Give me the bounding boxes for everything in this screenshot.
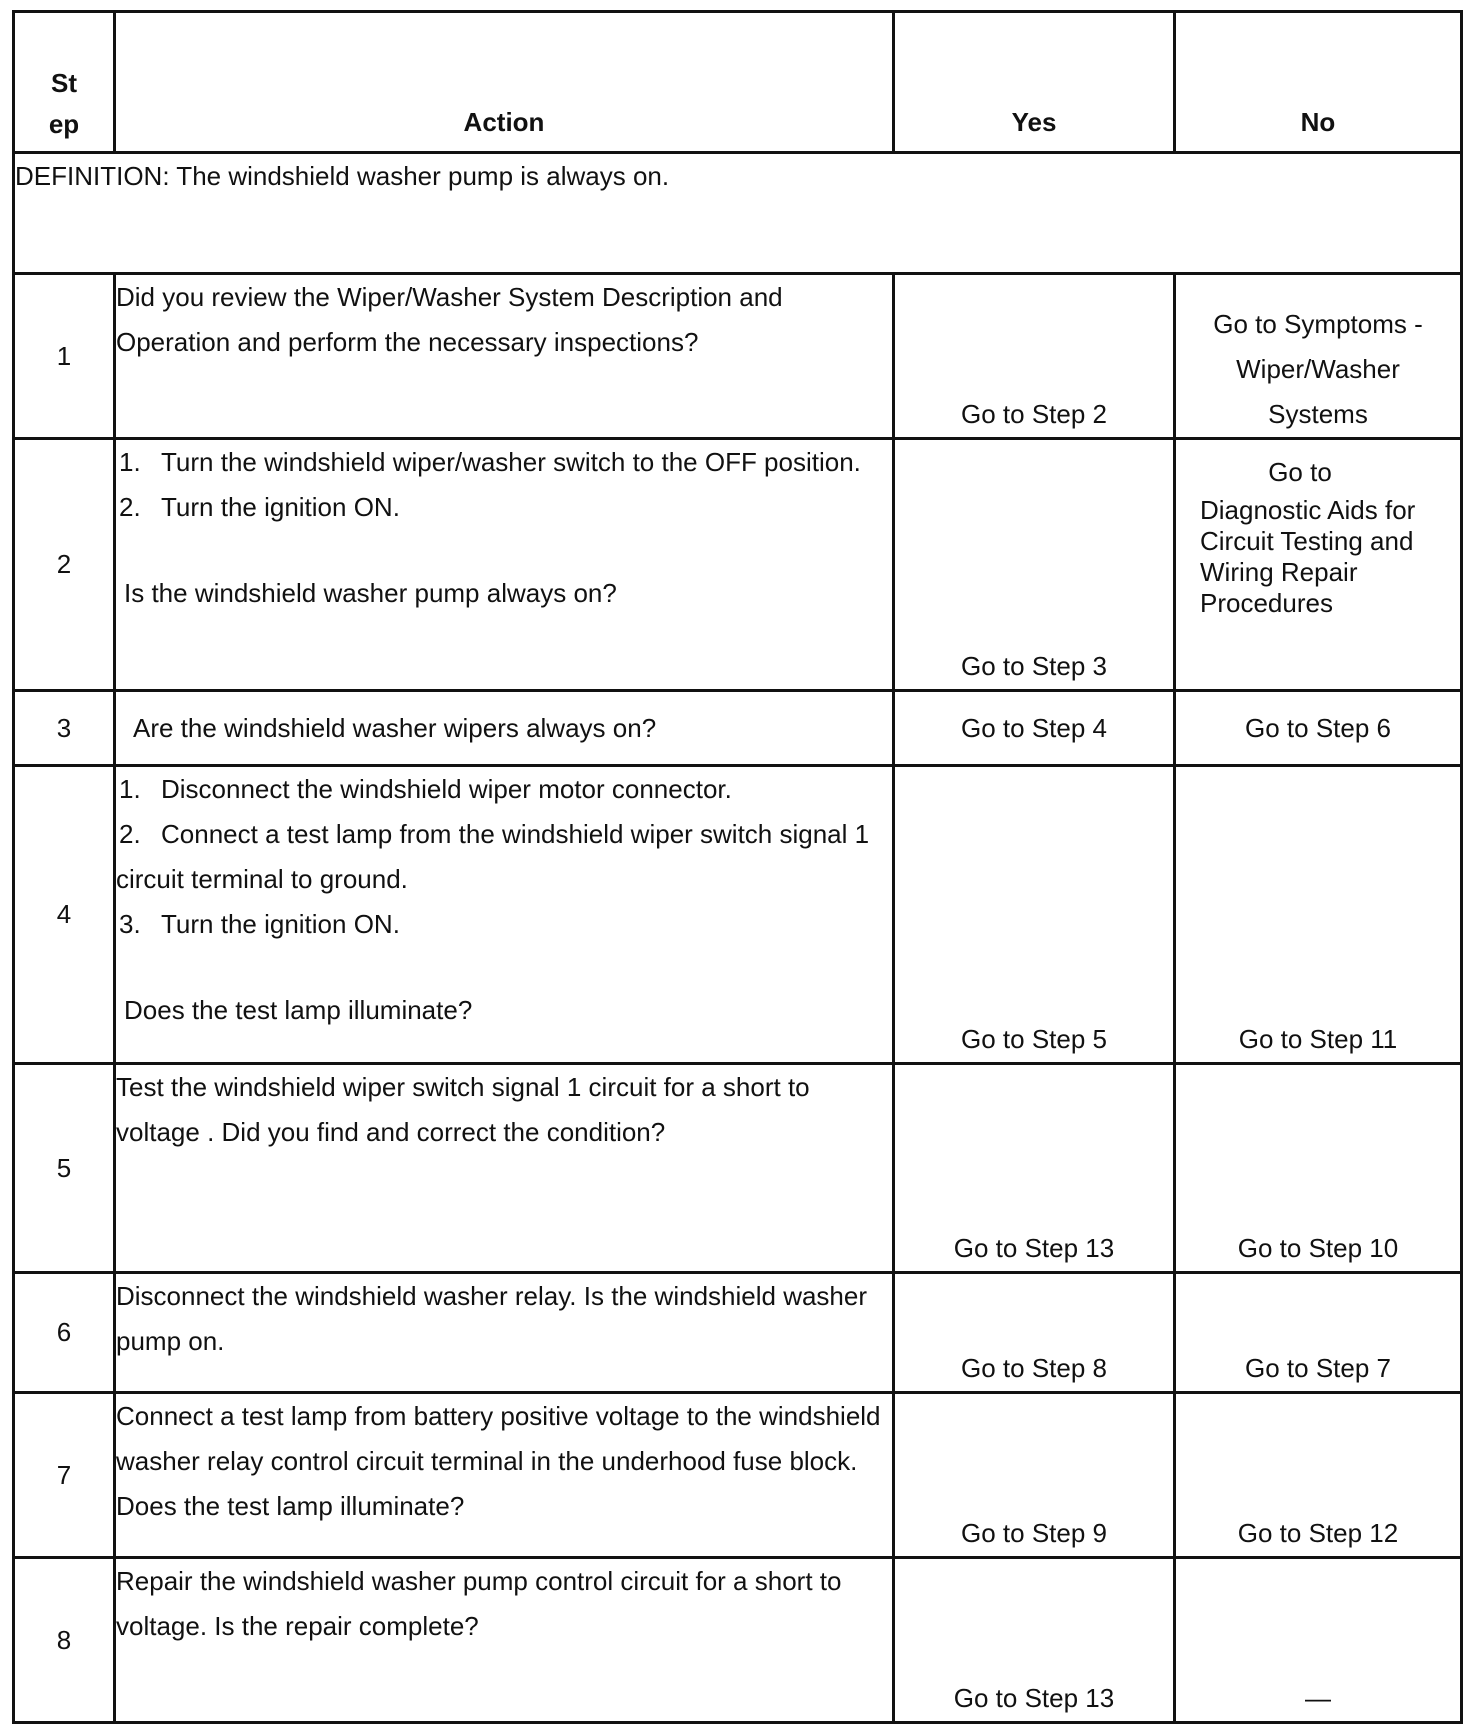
item-number: 2.: [119, 492, 141, 522]
action-text: Are the windshield washer wipers always on?: [115, 691, 894, 766]
action-text: Disconnect the windshield washer relay. Is the windshield washer pump on.: [115, 1273, 894, 1393]
item-text: Turn the ignition ON.: [161, 909, 400, 939]
action-item: [116, 767, 892, 812]
item-text: Disconnect the windshield wiper motor connector.: [161, 774, 732, 804]
yes-result: Go to Step 9: [894, 1393, 1175, 1558]
no-result-text: Diagnostic Aids for Circuit Testing and Wiring Repair Procedures: [1200, 495, 1416, 618]
step-number: 7: [14, 1393, 115, 1558]
yes-result: Go to Step 13: [894, 1064, 1175, 1273]
action-item: [116, 485, 892, 530]
step-number: 3: [14, 691, 115, 766]
action-item: [116, 440, 892, 485]
table-row: [14, 439, 1462, 691]
no-result: —: [1175, 1558, 1462, 1723]
action-item: [116, 902, 892, 947]
no-result: [1175, 439, 1462, 691]
no-result: Go to Step 7: [1175, 1273, 1462, 1393]
step-number: 1: [14, 274, 115, 439]
item-number: 3.: [119, 909, 141, 939]
action-cell: [115, 766, 894, 1064]
step-number: 2: [14, 439, 115, 691]
yes-result: Go to Step 2: [894, 274, 1175, 439]
action-cell: [115, 439, 894, 691]
action-question: Does the test lamp illuminate?: [124, 995, 473, 1025]
definition-row: [14, 153, 1462, 274]
item-number: 2.: [119, 819, 141, 849]
item-number: 1.: [119, 774, 141, 804]
table-row: [14, 1393, 1462, 1558]
table-row: [14, 766, 1462, 1064]
action-text: Did you review the Wiper/Washer System Description and Operation and perform the necessary inspections?: [115, 274, 894, 439]
table-row: [14, 1273, 1462, 1393]
item-text: Connect a test lamp from the windshield wiper switch signal 1 circuit terminal to ground.: [116, 819, 870, 894]
table-row: [14, 1064, 1462, 1273]
action-item: [116, 812, 892, 902]
no-result: Go to Symptoms - Wiper/Washer Systems: [1175, 274, 1462, 439]
header-no: No: [1175, 12, 1462, 153]
no-result: Go to Step 11: [1175, 766, 1462, 1064]
table-row: [14, 691, 1462, 766]
no-result: Go to Step 12: [1175, 1393, 1462, 1558]
action-text: Test the windshield wiper switch signal 1 circuit for a short to voltage . Did you find and correct the condition?: [115, 1064, 894, 1273]
definition-text: DEFINITION: The windshield washer pump is always on.: [14, 153, 1462, 274]
header-step-line2: ep: [48, 109, 80, 139]
header-action: Action: [115, 12, 894, 153]
no-result: Go to Step 6: [1175, 691, 1462, 766]
header-step: [14, 12, 115, 153]
diagnostic-table: [12, 10, 1463, 1724]
action-text: Repair the windshield washer pump control circuit for a short to voltage. Is the repair complete?: [115, 1558, 894, 1723]
step-number: 6: [14, 1273, 115, 1393]
action-question: Is the windshield washer pump always on?: [124, 578, 617, 608]
item-text: Turn the windshield wiper/washer switch to the OFF position.: [161, 447, 861, 477]
yes-result: Go to Step 13: [894, 1558, 1175, 1723]
yes-result: Go to Step 5: [894, 766, 1175, 1064]
table-row: [14, 1558, 1462, 1723]
header-row: [14, 12, 1462, 153]
step-number: 5: [14, 1064, 115, 1273]
action-text: Connect a test lamp from battery positive voltage to the windshield washer relay control circuit terminal in the underhood fuse block. Does the test lamp illuminate?: [115, 1393, 894, 1558]
header-yes: Yes: [894, 12, 1175, 153]
header-step-line1: St: [51, 68, 77, 98]
no-result: Go to Step 10: [1175, 1064, 1462, 1273]
item-number: 1.: [119, 447, 141, 477]
yes-result: Go to Step 3: [894, 439, 1175, 691]
yes-result: Go to Step 8: [894, 1273, 1175, 1393]
item-text: Turn the ignition ON.: [161, 492, 400, 522]
no-result-head: Go to: [1268, 457, 1332, 487]
step-number: 4: [14, 766, 115, 1064]
table-row: [14, 274, 1462, 439]
yes-result: Go to Step 4: [894, 691, 1175, 766]
step-number: 8: [14, 1558, 115, 1723]
